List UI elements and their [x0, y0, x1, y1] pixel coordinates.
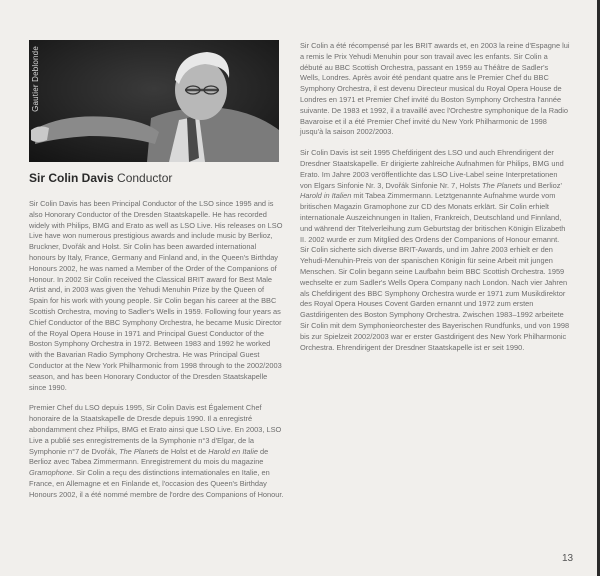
page-heading [29, 171, 289, 185]
left-column [29, 199, 284, 511]
text-run: und Berlioz' [521, 180, 562, 190]
text-run: Sir Colin Davis ist seit 1995 Chefdirigent des LSO und auch Ehrendirigent der Dresdner Staatskapelle. Er dirigierte zahlreiche Aufnahmen für Philips, BMG und Erato. Im Jahre 2003 veröffentlichte das LSO Live-Label seine Interpretationen von Elgars Sinfonie Nr. 3, Dvořák Sinfonie Nr. 7, Holsts [300, 148, 564, 190]
conductor-name: Sir Colin Davis [29, 171, 114, 185]
english-bio: Sir Colin Davis has been Principal Conductor of the LSO since 1995 and is also Honorary Conductor of the Dresden Staatskapelle. He has recorded widely with Philips, BMG and Erato as well as LSO Live. His releases on LSO Live have won numerous prestigious awards and include music by Berlioz, Bruckner, Dvořák and Holst. Sir Colin has been awarded international honours by Italy, France, Germany and Finland and, in the Queen's Birthday Honours 2002, he was named a Member of the Order of the Companions of Honour. In 2002 Sir Colin received the Classical BRIT award for Best Male Artist and, in 2003 was given the Yehudi Menuhin Prize by the Queen of Spain for his work with young people. Sir Colin began his career at the BBC Scottish Orchestra, moving to Sadler's Wells in 1959. Following four years as Chief Conductor of the BBC Symphony Orchestra, he became Music Director of the Royal Opera House in 1971 and Principal Guest Conductor of the Boston Symphony Orchestra in 1972. Between 1983 and 1992 he worked with the Bavarian Radio Symphony Orchestra. He was Principal Guest Conductor at the New York Philharmonic from 1998 through to the 2002/2003 season, and has been Honorary Conductor of the Dresden Staatskapelle since 1990. [29, 199, 283, 392]
right-column [300, 41, 570, 363]
text-run: de Holst et de [158, 446, 209, 456]
conductor-role: Conductor [117, 171, 173, 185]
text-run: . Sir Colin a reçu des distinctions internationales en Italie, en France, en Allemagne et en Finlande et, l'occasion des Queen's Birthday Honours 2002, il a été nommé membre de l'ordre des Companions of Honour. [29, 468, 284, 499]
french-bio-part2: Sir Colin a été récompensé par les BRIT awards et, en 2003 la reine d'Espagne lui a remis le Prix Yehudi Menuhin pour son travail avec les enfants. Sir Colin a débuté au BBC Scottish Orchestra, passant en 1959 au Théâtre de Sadler's Wells, Londres. Après avoir été pendant quatre ans le Premier Chef du BBC Symphony Orchestra, il est devenu Directeur musical du Royal Opera House de Londres en 1971 et Premier Chef invité du Boston Symphony Orchestra l'année suivante. De 1983 et 1992, il a travaillé avec l'Orchestre symphonique de la Radio Bavaroise et il a été Premier Chef invité du New York Philharmonic de 1998 jusqu'à la saison 2002/2003. [300, 41, 570, 137]
work-title: Harold en Italie [208, 446, 258, 456]
work-title: The Planets [481, 180, 522, 190]
page-number: 13 [562, 553, 574, 564]
german-bio [300, 148, 570, 353]
text-run: mit Tabea Zimmermann. Letztgenannte Aufnahme wurde vom britischen Magazin Gramophone zur CD des Monats erklärt. Sir Colin erhielt internationale Auszeichnungen in Italien, Frankreich, Deutschland und Finnland, und während der Titelverleihung zum Geburtstag der britischen Königin Elizabeth II. 2002 wurde er zum Mitglied des Ordens der Companions of Honour ernannt. Sir Colin sicherte sich diverse BRIT-Awards, und im Jahre 2003 erhielt er den Yehudi-Menuhin-Preis von der spanischen Königin für seine Arbeit mit jungen Menschen. Sir Colin begann seine Laufbahn beim BBC Scottish Orchestra. 1959 wechselte er zum Sadler's Wells Opera Company nach London. Nach vier Jahren als Chefdirigent des BBC Symphony Orchestra wurde er 1971 zum Musikdirektor des Royal Opera Houses Covent Garden ernannt und 1972 zum ersten Gastdirigenten des Boston Symphony Orchestra. Zwischen 1983–1992 arbeitete Sir Colin mit dem Symphonieorchester des Bayerischen Rundfunks, und von 1998 bis zur Spielzeit 2002/2003 war er erster Gastdirigent des New York Philharmonic Orchestra. Ehrendirigent der Dresdner Staatskapelle ist er seit 1990. [300, 191, 570, 352]
conductor-photo [29, 40, 279, 162]
work-title: The Planets [119, 446, 159, 456]
conductor-photo-image [29, 40, 279, 162]
magazine-title: Gramophone [29, 468, 73, 478]
text-run: de Berlioz avec Tabea Zimmermann. Enregistrement du mois du magazine [29, 446, 269, 467]
work-title: Harold in Italien [300, 191, 352, 201]
photo-credit: Gautier Deblonde [31, 46, 40, 112]
french-bio-part1 [29, 403, 284, 500]
text-run: Premier Chef du LSO depuis 1995, Sir Colin Davis est Également Chef honoraire de la Staatskapelle de Dresde depuis 1990. Il a enregistré abondamment chez Philips, BMG et Erato ainsi que LSO Live. En 2003, LSO Live a publié ses enregistrements de la Symphonie n°3 d'Elgar, de la Symphonie n°7 de Dvořák, [29, 403, 282, 456]
